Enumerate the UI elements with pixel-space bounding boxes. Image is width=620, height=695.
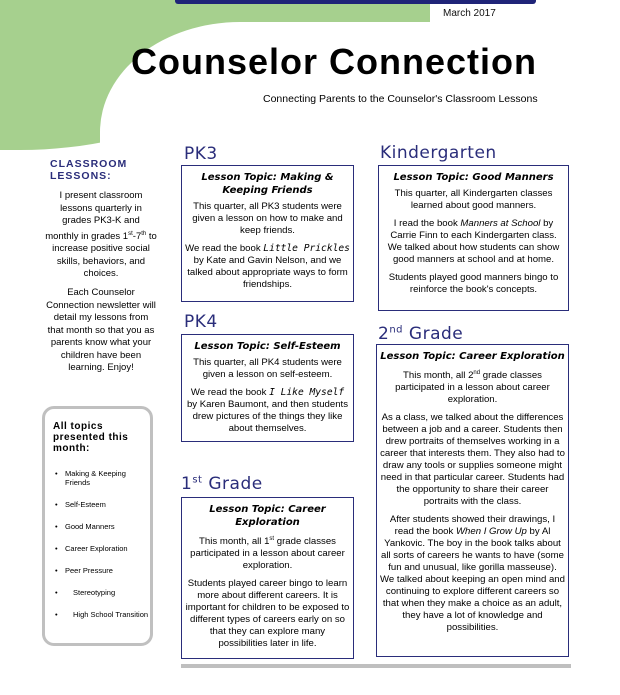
grade2-summary-sup: nd: [473, 370, 481, 376]
sidebar-intro-text-b: -7: [132, 230, 142, 242]
sidebar-intro-text-c: to increase positive social skills, behaviors, and choices.: [52, 230, 157, 280]
pk4-book-text-a: We read the book: [190, 387, 270, 398]
sidebar-newsletter-note: Each Counselor Connection newsletter will detail my lessons from that month so that you as parents know what your children have been learning. Enjoy!: [46, 287, 156, 373]
grade1-summary-b: grade classes participated in a lesson about career exploration.: [190, 536, 345, 572]
grade2-heading: [378, 324, 463, 344]
newsletter-title-text: Counselor Connection: [131, 41, 537, 82]
footer-rule: [181, 664, 571, 668]
pk3-heading: PK3: [184, 144, 218, 164]
grade2-topic: Lesson Topic: Career Exploration: [380, 351, 565, 362]
pk4-box: [181, 334, 354, 442]
kindergarten-book-title: Manners at School: [460, 218, 541, 229]
sidebar-intro-sup-a: st: [128, 230, 133, 237]
kindergarten-book-text-a: I read the book: [393, 218, 461, 229]
topics-heading: All topics presented this month:: [53, 421, 129, 454]
kindergarten-bingo-paragraph: Students played good manners bingo to reinforce the book's concepts.: [388, 272, 559, 295]
grade1-summary-sup: st: [269, 536, 275, 542]
grade2-book-paragraph: [380, 514, 565, 634]
kindergarten-box: [378, 165, 569, 311]
grade1-bingo-paragraph: Students played career bingo to learn more about different careers. It is important for children to be exposed to different types of careers early on so that they can explore many possibilities later in life.: [185, 578, 350, 650]
grade1-heading: [181, 474, 263, 494]
topic-item: • Peer Pressure: [45, 566, 151, 575]
grade2-book-text-a: After students showed their drawings, I read the book: [389, 514, 556, 538]
topic-item: • Good Manners: [45, 522, 151, 531]
grade2-box: [376, 344, 569, 657]
pk3-summary: This quarter, all PK3 students were given a lesson on how to make and keep friends.: [192, 201, 343, 236]
topics-list: [45, 469, 151, 632]
grade2-summary-a: This month, all 2: [403, 370, 474, 382]
grade2-summary: [380, 367, 565, 406]
grade1-heading-rest: Grade: [202, 474, 263, 494]
grade1-box: [181, 497, 354, 659]
topic-item: • Stereotyping: [45, 588, 151, 597]
topic-item: • Self-Esteem: [45, 500, 151, 509]
grade2-book-title: When I Grow Up: [455, 526, 527, 538]
newsletter-subtitle: Connecting Parents to the Counselor's Classroom Lessons: [263, 93, 538, 105]
pk3-box: [181, 165, 354, 302]
grade2-portraits-paragraph: As a class, we talked about the differences between a job and a career. Students then drew portraits of themselves working in a career that interests them. They also had to draw any tools or supplies someone might need in that particular career. Students had the opportunity to share their career portraits with the class.: [380, 412, 565, 508]
kindergarten-book-paragraph: [382, 218, 565, 266]
sidebar-intro-text-a: I present classroom lessons quarterly in grades PK3-K and monthly in grades 1: [45, 190, 143, 242]
grade1-summary-a: This month, all 1: [199, 536, 270, 548]
kindergarten-summary: This quarter, all Kindergarten classes learned about good manners.: [394, 188, 553, 211]
pk4-topic: Lesson Topic: Self-Esteem: [194, 341, 341, 352]
sidebar-intro-sup-b: th: [141, 230, 147, 237]
pk3-topic: Lesson Topic: Making & Keeping Friends: [201, 172, 334, 196]
grade1-topic: Lesson Topic: Career Exploration: [209, 504, 326, 528]
grade1-summary: [185, 533, 350, 572]
pk4-summary: This quarter, all PK4 students were given a lesson on self-esteem.: [193, 357, 342, 380]
sidebar-intro: [45, 190, 157, 281]
issue-date: March 2017: [443, 8, 496, 19]
grade2-heading-num: 2: [378, 324, 390, 344]
pk4-book-title: I Like Myself: [269, 387, 345, 398]
pk3-book-title: Little Prickles: [263, 243, 350, 254]
grade1-heading-sup: st: [192, 474, 203, 486]
topic-item: • High School Transition: [45, 610, 151, 619]
topics-box: [42, 406, 153, 646]
pk4-book-text-b: by Karen Baumont, and then students drew pictures of the things they like about themselves.: [186, 399, 349, 434]
sidebar-heading: CLASSROOM LESSONS:: [50, 158, 128, 182]
grade2-heading-sup: nd: [389, 324, 404, 336]
kindergarten-book-text-b: by Carrie Finn to each Kindergarten class. We talked about how students can show good manners at school and at home.: [387, 218, 560, 265]
pk4-heading: PK4: [184, 312, 218, 332]
pk4-book-paragraph: [185, 387, 350, 435]
topic-item: • Making & Keeping Friends: [45, 469, 151, 487]
grade1-heading-num: 1: [181, 474, 193, 494]
grade2-heading-rest: Grade: [403, 324, 464, 344]
pk3-book-paragraph: [185, 243, 350, 291]
header-navy-bar: [175, 0, 536, 4]
topic-item: • Career Exploration: [45, 544, 151, 553]
kindergarten-topic: Lesson Topic: Good Manners: [393, 172, 554, 183]
pk3-book-text-b: by Kate and Gavin Nelson, and we talked about appropriate ways to form friendships.: [187, 255, 348, 290]
grade2-book-text-b: by Al Yankovic. The boy in the book talks about all sorts of careers he wants to have (some fun and unusual, like gorilla masseuse). We talked about keeping an open mind and continuing to explore different careers so that when they make a choice as an adult, they have a lot of knowledge and possibilities.: [380, 526, 565, 634]
pk3-book-text-a: We read the book: [185, 243, 264, 254]
kindergarten-heading: Kindergarten: [380, 143, 497, 163]
newsletter-title: [0, 41, 620, 83]
grade2-summary-b: grade classes participated in a lesson about career exploration.: [395, 370, 550, 406]
